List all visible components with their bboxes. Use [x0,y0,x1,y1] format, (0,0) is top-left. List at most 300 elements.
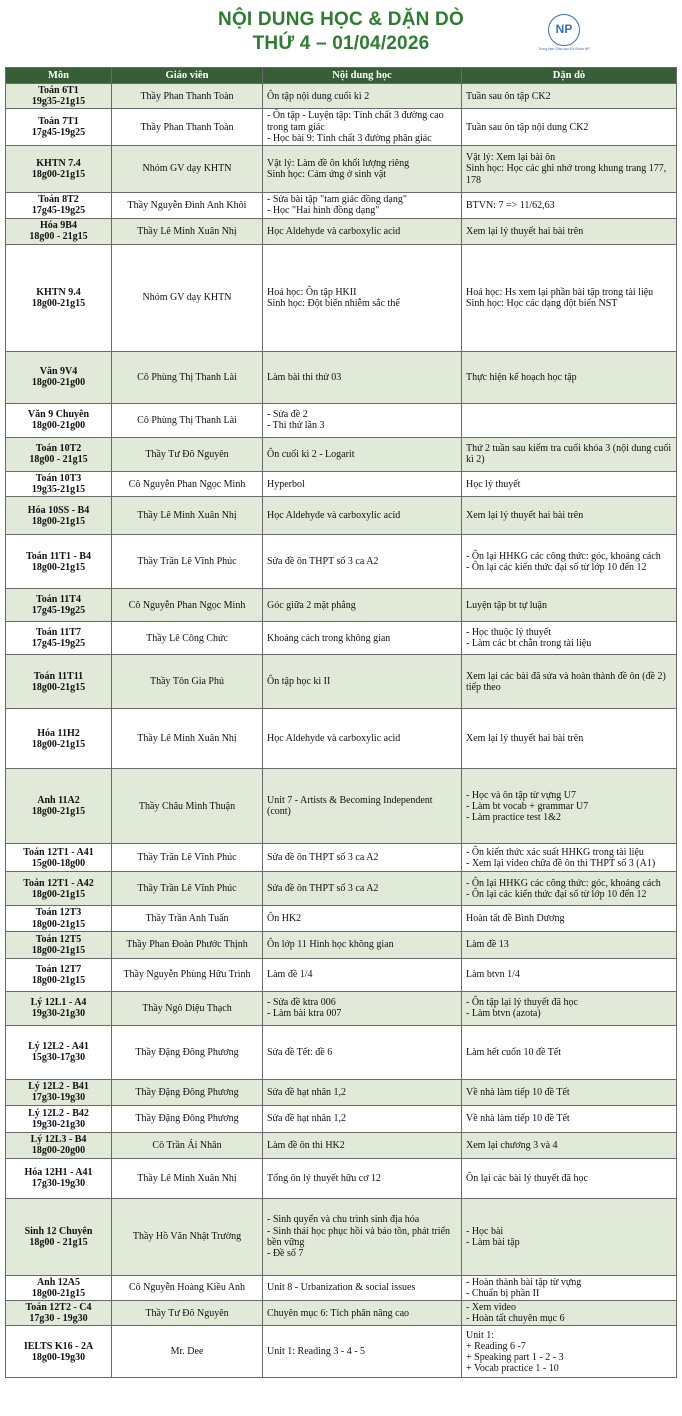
content-cell-line: - Đề số 7 [267,1247,304,1259]
subject-cell [6,218,112,244]
content-cell [263,1326,462,1378]
table-row [6,109,677,146]
table-row [6,437,677,471]
content-cell-line: Sửa đề ôn THPT số 3 ca A2 [267,852,379,864]
subject-cell-line: Sinh 12 Chuyên [24,1225,93,1237]
logo-caption: Trung tâm Giáo dục Đỗ Đoàn NP [538,47,590,51]
logo [548,14,580,46]
content-cell-line: Ôn lớp 11 Hình học không gian [267,939,394,951]
homework-cell-line: - Ôn kiến thức xác suất HHKG trong tài liệu [466,846,644,858]
subject-cell-line: Toán 12T1 - A41 [23,846,94,858]
homework-cell-line: - Làm btvn (azota) [466,1008,541,1020]
content-cell [263,471,462,496]
table-row [6,1132,677,1158]
subject-cell-line: 17g45-19g25 [31,638,86,650]
teacher-cell: Cô Trần Ái Nhân [112,1132,263,1158]
teacher-cell: Nhóm GV dạy KHTN [112,244,263,351]
homework-cell-line: Xem lại lý thuyết hai bài trên [466,733,584,745]
table-row [6,1158,677,1198]
homework-cell [462,218,677,244]
homework-cell [462,931,677,958]
subject-cell [6,872,112,906]
homework-cell-line: - Ôn lại HHKG các công thức: góc, khoảng cách [466,877,661,889]
table-row [6,218,677,244]
homework-cell-line: - Chuẩn bị phần II [466,1287,540,1299]
subject-cell [6,535,112,589]
table-row [6,709,677,769]
table-row [6,1079,677,1105]
content-cell-line: - Học bài 9: Tính chất 3 đường phân giác [267,132,432,144]
content-cell-line: Ôn tập nội dung cuối kì 2 [267,90,370,102]
teacher-cell: Thầy Trần Lê Vĩnh Phúc [112,872,263,906]
content-cell-line: Unit 8 - Urbanization & social issues [267,1282,416,1294]
content-cell-line: Hyperbol [267,478,305,490]
subject-cell-line: Toán 12T5 [35,933,82,945]
content-cell-line: Sửa đề Tết: đề 6 [267,1046,333,1058]
subject-cell [6,471,112,496]
teacher-cell: Thầy Trần Lê Vĩnh Phúc [112,535,263,589]
homework-cell-line: Luyện tập bt tự luận [466,599,547,611]
homework-cell-line: - Làm các bt chẵn trong tài liệu [466,638,592,650]
teacher-cell: Thầy Lê Minh Xuân Nhị [112,497,263,535]
homework-cell [462,906,677,931]
subject-cell [6,1105,112,1132]
content-cell-line: - Làm bài ktra 007 [267,1008,342,1020]
subject-cell-line: Toán 11T11 [33,670,84,682]
subject-cell-line: 19g30-21g30 [31,1008,86,1020]
content-cell-line: Học Aldehyde và carboxylic acid [267,225,401,237]
teacher-cell: Thầy Nguyễn Phùng Hữu Trình [112,958,263,991]
content-cell-line: Ôn tập học kì II [267,676,331,688]
teacher-cell: Thầy Đặng Đông Phương [112,1079,263,1105]
content-cell [263,535,462,589]
teacher-cell: Thầy Ngô Diệu Thạch [112,991,263,1025]
content-cell [263,244,462,351]
homework-cell-line: Làm đề 13 [466,939,509,951]
homework-cell-line: - Hoàn thành bài tập từ vựng [466,1276,582,1288]
subject-cell-line: 18g00-21g15 [31,918,86,930]
column-header-homework: Dặn dò [462,68,677,84]
content-cell-line: Góc giữa 2 mặt phẳng [267,599,356,611]
column-header-content: Nội dung học [263,68,462,84]
content-cell-line: - Học "Hai hình đồng dạng" [267,205,380,217]
teacher-cell: Cô Nguyễn Phan Ngọc Minh [112,589,263,622]
content-cell [263,991,462,1025]
subject-cell-line: 18g00 - 21g15 [29,1236,88,1248]
homework-cell [462,769,677,844]
subject-cell-line: Hóa 11H2 [37,727,80,739]
subject-cell-line: 18g00-21g15 [31,738,86,750]
subject-cell-line: 15g30-17g30 [31,1052,86,1064]
homework-cell-line: Tuần sau ôn tập nội dung CK2 [466,121,589,133]
content-cell [263,906,462,931]
homework-cell [462,244,677,351]
table-row [6,906,677,931]
teacher-cell: Thầy Lê Minh Xuân Nhị [112,218,263,244]
subject-cell-line: Toán 12T3 [35,907,82,919]
homework-cell-line: Thứ 2 tuần sau kiểm tra cuối khóa 3 (nội dung cuối kì 2) [466,443,672,466]
subject-cell-line: Lý 12L2 - A41 [28,1041,89,1052]
subject-cell [6,1275,112,1300]
subject-cell-line: 19g30-21g30 [31,1118,86,1130]
table-row [6,1275,677,1300]
homework-cell-line: Thực hiện kế hoạch học tập [466,371,577,383]
content-cell-line: Vật lý: Làm đề ôn khối lượng riêng [267,157,410,169]
page-title: NỘI DUNG HỌC & DẶN DÒ [218,9,464,30]
subject-cell [6,931,112,958]
table-row [6,192,677,218]
subject-cell-line: 18g00-21g00 [31,377,86,389]
teacher-cell: Mr. Dee [112,1326,263,1378]
homework-cell [462,1275,677,1300]
subject-cell-line: 18g00-19g30 [31,1351,86,1363]
homework-cell-line: Học lý thuyết [466,478,521,490]
homework-cell-line: + Speaking part 1 - 2 - 3 [466,1351,564,1363]
content-cell [263,769,462,844]
table-row [6,589,677,622]
homework-cell-line: Xem lại các bài đã sửa và hoàn thành đề ôn (đề 2) tiếp theo [466,670,666,693]
subject-cell-line: 18g00-21g00 [31,420,86,432]
subject-cell-line: Toán 6T1 [38,85,79,96]
subject-cell [6,1301,112,1326]
subject-cell [6,109,112,146]
homework-cell-line: Làm hết cuốn 10 đề Tết [466,1046,562,1058]
subject-cell-line: Văn 9V4 [39,366,78,378]
content-cell [263,192,462,218]
content-cell [263,622,462,655]
table-body [6,84,677,1378]
homework-cell [462,1132,677,1158]
teacher-cell: Thầy Châu Minh Thuận [112,769,263,844]
content-cell-line: Hoá học: Ôn tập HKII [267,286,357,298]
subject-cell-line: Toán 11T7 [36,627,81,639]
content-cell-line: Học Aldehyde và carboxylic acid [267,733,401,745]
subject-cell-line: 18g00-21g15 [31,944,86,956]
table-row [6,244,677,351]
subject-cell-line: Toán 8T2 [38,194,79,206]
table-row [6,991,677,1025]
homework-cell-line: - Làm practice test 1&2 [466,811,561,823]
subject-cell-line: KHTN 7.4 [36,157,81,169]
table-row [6,145,677,192]
content-cell [263,1198,462,1275]
teacher-cell: Nhóm GV dạy KHTN [112,145,263,192]
page-date: THỨ 4 – 01/04/2026 [252,33,430,54]
subject-cell [6,403,112,437]
subject-cell-line: 18g00 - 21g15 [29,454,88,466]
subject-cell-line: Lý 12L2 - B42 [28,1107,89,1119]
content-cell-line: - Sinh quyển và chu trình sinh địa hóa [267,1214,420,1226]
table-row [6,1301,677,1326]
homework-cell-line: - Ôn lại các kiến thức đại số từ lớp 10 đến 12 [466,888,647,900]
subject-cell-line: 18g00-20g00 [31,1145,86,1157]
subject-cell-line: Lý 12L3 - B4 [30,1134,87,1145]
content-cell-line: Sinh học: Cảm ứng ở sinh vật [267,168,387,180]
homework-cell [462,872,677,906]
homework-cell-line: Unit 1: [466,1329,495,1341]
content-cell-line: Khoảng cách trong không gian [267,632,391,644]
subject-cell-line: Văn 9 Chuyên [27,409,90,421]
homework-cell [462,84,677,109]
table-row [6,844,677,872]
subject-cell-line: Hóa 10SS - B4 [27,504,90,516]
subject-cell-line: 18g00-21g15 [31,888,86,900]
table-row [6,471,677,496]
content-cell-line: Unit 1: Reading 3 - 4 - 5 [267,1346,366,1358]
table-row [6,769,677,844]
homework-cell [462,497,677,535]
subject-cell [6,1132,112,1158]
subject-cell-line: 17g30-19g30 [31,1178,86,1190]
subject-cell-line: Anh 12A5 [36,1276,81,1288]
subject-cell-line: 18g00-21g15 [31,806,86,818]
content-cell [263,145,462,192]
subject-cell [6,1079,112,1105]
content-cell-line: - Sinh thái học phục hồi và bảo tồn, phát triển bền vững [267,1225,451,1248]
homework-cell-line: - Học bài [466,1225,504,1237]
table-row [6,1198,677,1275]
homework-cell-line: Hoá học: Hs xem lại phần bài tập trong tài liệu [466,286,654,298]
subject-cell [6,844,112,872]
subject-cell-line: Lý 12L2 - B41 [28,1081,89,1092]
homework-cell-line: - Học thuộc lý thuyết [466,627,551,639]
teacher-cell: Thầy Phan Đoàn Phước Thịnh [112,931,263,958]
table-row [6,872,677,906]
teacher-cell: Thầy Nguyễn Đình Anh Khôi [112,192,263,218]
subject-cell [6,1198,112,1275]
content-cell [263,109,462,146]
content-cell [263,655,462,709]
subject-cell [6,351,112,403]
subject-cell [6,991,112,1025]
subject-cell [6,84,112,109]
subject-cell [6,192,112,218]
subject-cell [6,769,112,844]
content-cell [263,497,462,535]
content-cell-line: - Sửa đề 2 [267,409,308,421]
subject-cell [6,958,112,991]
homework-cell [462,958,677,991]
column-header-teacher: Giáo viên [112,68,263,84]
teacher-cell: Thầy Đặng Đông Phương [112,1025,263,1079]
table-row [6,931,677,958]
subject-cell [6,622,112,655]
content-cell [263,403,462,437]
subject-cell-line: 18g00-21g15 [31,561,86,573]
content-cell [263,1105,462,1132]
content-cell-line: - Sửa đề ktra 006 [267,997,336,1008]
subject-cell [6,437,112,471]
homework-cell-line: Làm btvn 1/4 [466,969,520,981]
subject-cell [6,497,112,535]
homework-cell-line: - Làm bt vocab + grammar U7 [466,800,589,812]
content-cell [263,589,462,622]
homework-cell-line: Về nhà làm tiếp 10 đề Tết [466,1086,570,1098]
teacher-cell: Thầy Tư Đô Nguyên [112,1301,263,1326]
subject-cell [6,145,112,192]
homework-cell-line: - Học và ôn tập từ vựng U7 [466,789,576,801]
teacher-cell: Thầy Đặng Đông Phương [112,1105,263,1132]
homework-cell [462,145,677,192]
teacher-cell: Thầy Lê Công Chức [112,622,263,655]
subject-cell-line: 17g45-19g25 [31,605,86,617]
table-row [6,535,677,589]
content-cell-line: - Ôn tập - Luyện tập: Tính chất 3 đường cao trong tam giác [267,110,444,133]
content-cell-line: Làm đề 1/4 [267,969,313,981]
teacher-cell: Thầy Lê Minh Xuân Nhị [112,709,263,769]
homework-cell-line: Sinh học: Học các ghi nhớ trong khung trang 177, 178 [466,163,667,186]
content-cell-line: Ôn HK2 [267,912,302,924]
teacher-cell: Thầy Phan Thanh Toàn [112,84,263,109]
homework-cell-line: - Ôn tập lại lý thuyết đã học [466,997,578,1008]
content-cell [263,1158,462,1198]
content-cell-line: Chuyên mục 6: Tích phân nâng cao [267,1307,410,1319]
table-row [6,1025,677,1079]
teacher-cell: Cô Nguyễn Hoàng Kiều Anh [112,1275,263,1300]
subject-cell [6,1326,112,1378]
subject-cell [6,906,112,931]
content-cell [263,437,462,471]
homework-cell [462,844,677,872]
subject-cell-line: 17g30-19g30 [31,1092,86,1104]
subject-cell-line: 18g00-21g15 [31,168,86,180]
homework-cell-line: + Vocab practice 1 - 10 [466,1363,559,1375]
homework-cell-line: - Hoàn tất chuyên mục 6 [466,1313,565,1325]
subject-cell-line: Toán 10T2 [35,443,82,455]
homework-cell [462,1158,677,1198]
homework-cell-line: - Ôn lại các kiến thức đại số từ lớp 10 đến 12 [466,561,647,573]
table-row [6,84,677,109]
table-row [6,622,677,655]
subject-cell-line: Toán 11T4 [36,594,81,606]
teacher-cell: Cô Phùng Thị Thanh Lài [112,351,263,403]
homework-cell-line: + Reading 6 -7 [466,1340,526,1352]
homework-cell [462,709,677,769]
homework-cell-line: Vật lý: Xem lại bài ôn [466,152,556,164]
content-cell-line: Tổng ôn lý thuyết hữu cơ 12 [267,1172,382,1184]
teacher-cell: Cô Nguyễn Phan Ngọc Minh [112,471,263,496]
content-cell [263,351,462,403]
content-cell-line: Làm bài thi thử 03 [267,371,342,383]
content-cell-line: Làm đề ôn thi HK2 [267,1139,345,1151]
content-cell [263,709,462,769]
content-cell-line: Sửa đề hạt nhân 1,2 [267,1113,347,1125]
homework-cell [462,1025,677,1079]
homework-cell-line: - Xem video [466,1302,516,1314]
subject-cell-line: Anh 11A2 [37,795,80,807]
content-cell-line: - Thi thử lần 3 [267,420,325,432]
content-cell-line: Sửa đề ôn THPT số 3 ca A2 [267,556,379,568]
subject-cell-line: 18g00-21g15 [31,297,86,309]
content-cell [263,1132,462,1158]
subject-cell-line: Toán 10T3 [35,472,82,484]
homework-cell-line: BTVN: 7 => 11/62,63 [466,199,555,211]
teacher-cell: Thầy Hồ Văn Nhật Trường [112,1198,263,1275]
subject-cell-line: 18g00-21g15 [31,1287,86,1299]
homework-cell-line: Xem lại chương 3 và 4 [466,1139,558,1151]
content-cell [263,84,462,109]
homework-cell [462,589,677,622]
content-cell [263,1275,462,1300]
subject-cell [6,1025,112,1079]
content-cell [263,931,462,958]
homework-cell [462,991,677,1025]
subject-cell-line: 17g45-19g25 [31,205,86,217]
content-cell-line: - Sửa bài tập "tam giác đồng dạng" [267,194,407,206]
table-row [6,351,677,403]
subject-cell-line: IELTS K16 - 2A [23,1340,94,1352]
subject-cell [6,244,112,351]
teacher-cell: Thầy Trần Anh Tuấn [112,906,263,931]
homework-cell-line: Về nhà làm tiếp 10 đề Tết [466,1113,570,1125]
subject-cell [6,655,112,709]
logo-text: NP [555,22,573,36]
teacher-cell: Thầy Phan Thanh Toàn [112,109,263,146]
table-row [6,1326,677,1378]
homework-cell [462,109,677,146]
subject-cell-line: 18g00-21g15 [31,515,86,527]
subject-cell [6,589,112,622]
subject-cell-line: 18g00-21g15 [31,681,86,693]
homework-cell-line: Xem lại lý thuyết hai bài trên [466,510,584,522]
homework-cell [462,622,677,655]
table-row [6,655,677,709]
homework-cell [462,192,677,218]
homework-cell-line: - Xem lại video chữa đề ôn thi THPT số 3 (A1) [466,857,656,869]
subject-cell-line: Toán 12T2 - C4 [25,1302,92,1314]
homework-cell [462,437,677,471]
subject-cell-line: Lý 12L1 - A4 [30,997,87,1008]
homework-cell-line: - Làm bài tập [466,1236,520,1248]
subject-cell-line: 19g35-21g15 [31,484,86,496]
subject-cell-line: 18g00-21g15 [31,974,86,986]
homework-cell-line: Xem lại lý thuyết hai bài trên [466,225,584,237]
teacher-cell: Thầy Tôn Gia Phú [112,655,263,709]
homework-cell-line: Ôn lại các bài lý thuyết đã học [466,1172,588,1184]
homework-cell [462,1301,677,1326]
table-row [6,1105,677,1132]
subject-cell-line: Toán 7T1 [38,115,79,127]
subject-cell-line: 17g30 - 19g30 [29,1313,88,1325]
homework-cell [462,1079,677,1105]
teacher-cell: Thầy Lê Minh Xuân Nhị [112,1158,263,1198]
homework-cell-line: Tuần sau ôn tập CK2 [466,90,551,102]
content-cell [263,844,462,872]
teacher-cell: Thầy Trần Lê Vĩnh Phúc [112,844,263,872]
homework-cell [462,1326,677,1378]
subject-cell-line: 19g35-21g15 [31,96,86,108]
subject-cell-line: Toán 12T7 [35,963,82,975]
homework-cell-line: Sinh học: Học các dạng đột biến NST [466,297,618,309]
content-cell [263,218,462,244]
content-cell-line: Sửa đề hạt nhân 1,2 [267,1086,347,1098]
subject-cell [6,1158,112,1198]
homework-cell-line: Hoàn tất đề Bình Dương [466,912,565,924]
content-cell-line: Ôn cuối kì 2 - Logarit [267,448,355,460]
homework-cell [462,351,677,403]
subject-cell-line: 17g45-19g25 [31,127,86,139]
homework-cell-line: - Ôn lại HHKG các công thức: góc, khoảng cách [466,550,661,562]
teacher-cell: Thầy Tư Đô Nguyên [112,437,263,471]
subject-cell-line: Hóa 12H1 - A41 [24,1167,93,1178]
content-cell-line: Học Aldehyde và carboxylic acid [267,510,401,522]
schedule-table [5,67,677,1378]
page-header [0,0,682,66]
homework-cell [462,403,677,437]
table-row [6,403,677,437]
homework-cell [462,655,677,709]
subject-cell-line: Toán 11T1 - B4 [26,550,91,562]
